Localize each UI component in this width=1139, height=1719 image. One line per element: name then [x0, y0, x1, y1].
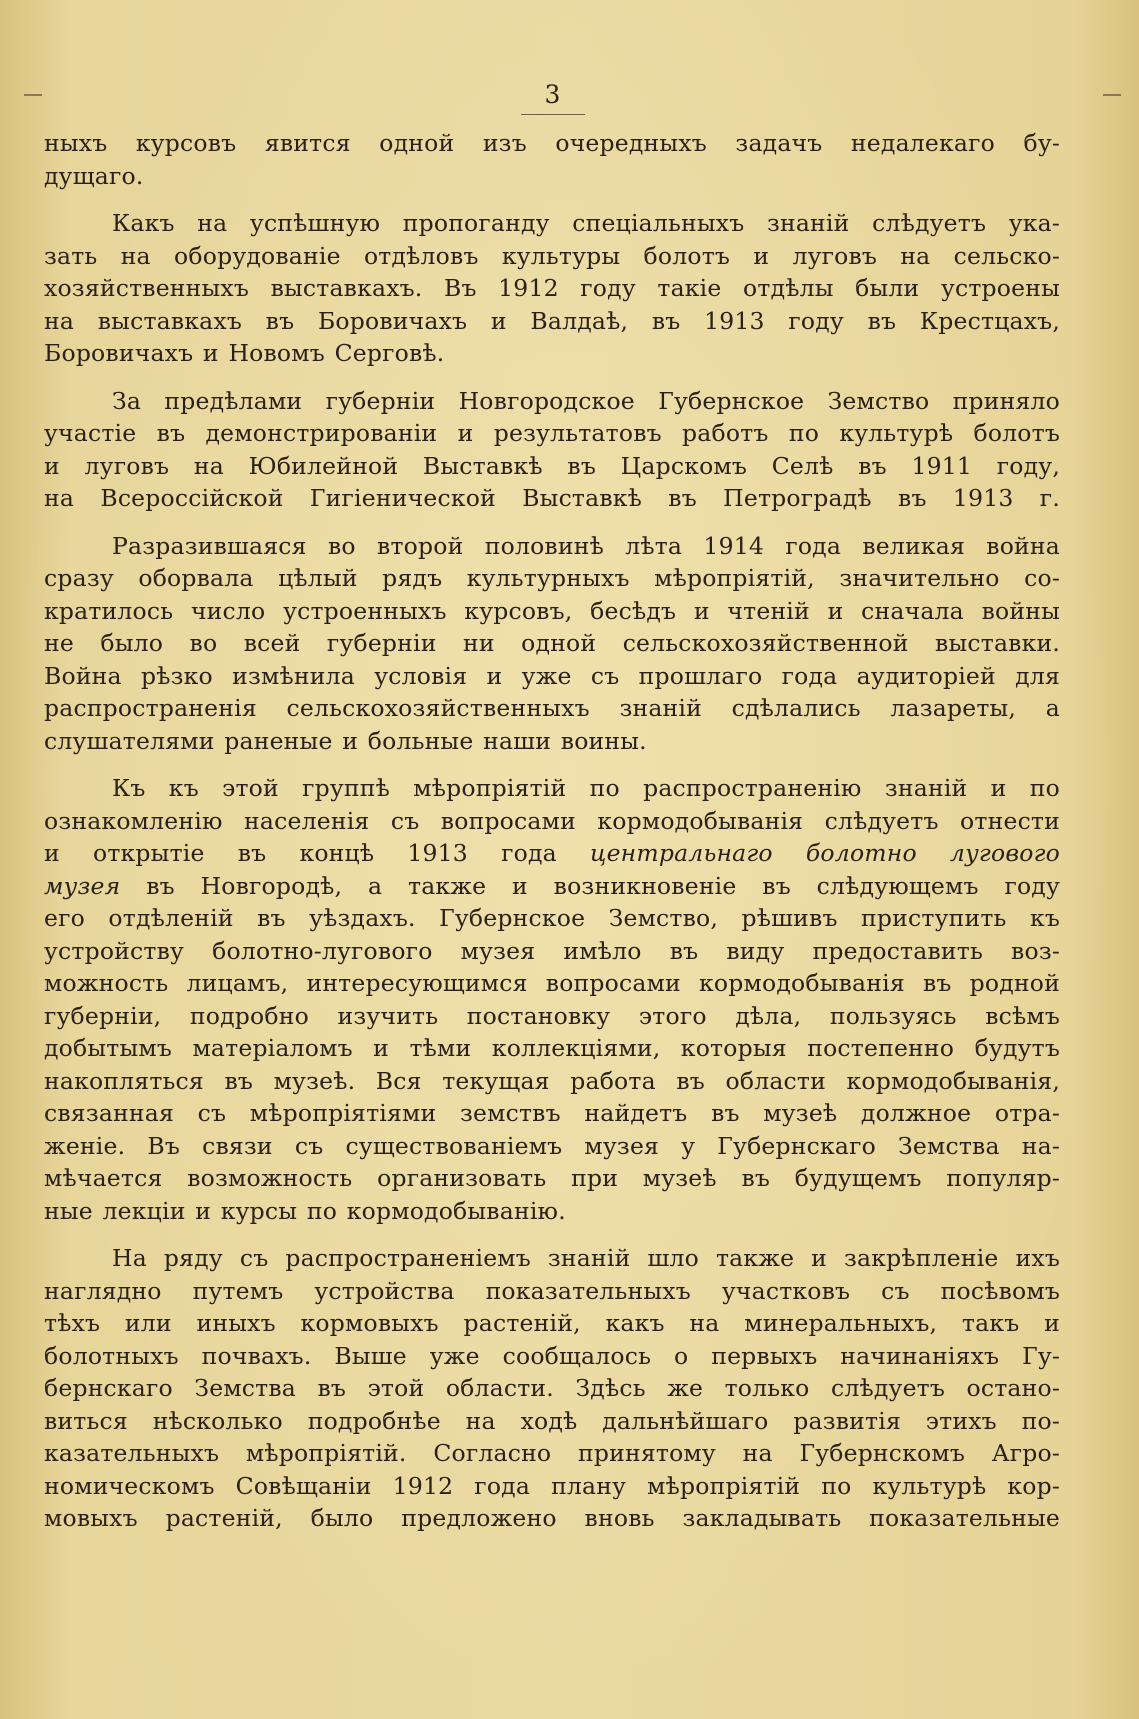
text-line: Боровичахъ и Новомъ Серговѣ. [44, 339, 445, 367]
text-line-with-emphasis [44, 870, 1060, 903]
paragraph-3 [44, 385, 1060, 515]
text-line: болотныхъ почвахъ. Выше уже сообщалось о первыхъ начинаніяхъ Гу- [44, 1341, 1060, 1370]
text-line: и луговъ на Юбилейной Выставкѣ въ Царскомъ Селѣ въ 1911 году, [44, 451, 1060, 480]
text-segment: и открытіе въ концѣ 1913 года [44, 839, 557, 867]
paragraph-2 [44, 207, 1060, 370]
text-segment: въ Новгородѣ, а также и возникновеніе въ слѣдующемъ году [146, 871, 1060, 900]
text-line: дущаго. [44, 161, 144, 190]
text-line: можность лицамъ, интересующимся вопросами кормодобыванія въ родной [44, 969, 1060, 997]
text-line: наглядно путемъ устройства показательныхъ участковъ съ посѣвомъ [44, 1276, 1060, 1305]
text-line: Какъ на успѣшную пропоганду спеціальныхъ знаній слѣдуетъ ука- [112, 209, 1060, 237]
text-line: участіе въ демонстрированіи и результатовъ работъ по культурѣ болотъ [44, 419, 1060, 447]
text-line: ные лекціи и курсы по кормодобыванію. [44, 1196, 566, 1225]
page-text [44, 127, 1060, 1535]
text-line: мовыхъ растеній, было предложено вновь закладывать показательные [44, 1504, 1060, 1532]
text-line: Разразившаяся во второй половинѣ лѣта 1914 года великая война [112, 531, 1060, 560]
text-line: зать на оборудованіе отдѣловъ культуры болотъ и луговъ на сельско- [44, 241, 1060, 270]
text-line: на выставкахъ въ Боровичахъ и Валдаѣ, въ 1913 году въ Крестцахъ, [44, 306, 1060, 335]
margin-mark [24, 94, 42, 96]
text-line: За предѣлами губерніи Новгородское Губернское Земство приняло [112, 386, 1060, 415]
text-line: На ряду съ распространеніемъ знаній шло также и закрѣпленіе ихъ [112, 1244, 1060, 1272]
text-line: устройству болотно-лугового музея имѣло въ виду предоставить воз- [44, 936, 1060, 965]
text-line: ныхъ курсовъ явится одной изъ очередныхъ задачъ недалекаго бу- [44, 129, 1060, 157]
text-line: виться нѣсколько подробнѣе на ходѣ дальнѣйшаго развитія этихъ по- [44, 1406, 1060, 1435]
text-line: его отдѣленій въ уѣздахъ. Губернское Земство, рѣшивъ приступить къ [44, 904, 1060, 932]
text-line: Война рѣзко измѣнила условія и уже съ прошлаго года аудиторіей для [44, 661, 1060, 690]
page-number-rule [521, 114, 585, 115]
margin-mark [1103, 94, 1121, 96]
text-line: хозяйственныхъ выставкахъ. Въ 1912 году такіе отдѣлы были устроены [44, 274, 1060, 302]
text-line: слушателями раненые и больные наши воины. [44, 726, 647, 755]
text-line: связанная съ мѣропріятіями земствъ найдетъ въ музеѣ должное отра- [44, 1099, 1060, 1127]
text-line-with-emphasis [44, 837, 1060, 870]
paragraph-6 [44, 1242, 1060, 1535]
text-line: казательныхъ мѣропріятій. Согласно принятому на Губернскомъ Агро- [44, 1439, 1060, 1467]
text-line: Къ къ этой группѣ мѣропріятій по распространенію знаній и по [112, 774, 1060, 802]
text-line: на Всероссійской Гигіенической Выставкѣ въ Петроградѣ въ 1913 г. [44, 484, 1060, 512]
text-line: ознакомленію населенія съ вопросами кормодобыванія слѣдуетъ отнести [44, 806, 1060, 835]
text-line: распространенія сельскохозяйственныхъ знаній сдѣлались лазареты, а [44, 694, 1060, 722]
text-line: добытымъ матеріаломъ и тѣми коллекціями, которыя постепенно будутъ [44, 1034, 1060, 1062]
text-line: бернскаго Земства въ этой области. Здѣсь же только слѣдуетъ остано- [44, 1374, 1060, 1402]
text-line: кратилось число устроенныхъ курсовъ, бесѣдъ и чтеній и сначала войны [44, 596, 1060, 625]
paragraph-1 [44, 127, 1060, 192]
text-line: губерніи, подробно изучить постановку этого дѣла, пользуясь всѣмъ [44, 1001, 1060, 1030]
text-line: мѣчается возможность организовать при музеѣ въ будущемъ популяр- [44, 1164, 1060, 1192]
emphasis-text: музея [44, 871, 121, 900]
text-line: не было во всей губерніи ни одной сельскохозяйственной выставки. [44, 629, 1060, 657]
text-line: сразу оборвала цѣлый рядъ культурныхъ мѣропріятій, значительно со- [44, 564, 1060, 592]
text-line: накопляться въ музеѣ. Вся текущая работа въ области кормодобыванія, [44, 1066, 1060, 1095]
paragraph-4 [44, 530, 1060, 758]
page-number: 3 [544, 80, 561, 109]
paragraph-5 [44, 772, 1060, 1227]
text-line: женіе. Въ связи съ существованіемъ музея у Губернскаго Земства на- [44, 1131, 1060, 1160]
text-line: номическомъ Совѣщаніи 1912 года плану мѣропріятій по культурѣ кор- [44, 1471, 1060, 1500]
emphasis-text: центральнаго болотно лугового [589, 839, 1060, 867]
text-line: тѣхъ или иныхъ кормовыхъ растеній, какъ на минеральныхъ, такъ и [44, 1309, 1060, 1337]
